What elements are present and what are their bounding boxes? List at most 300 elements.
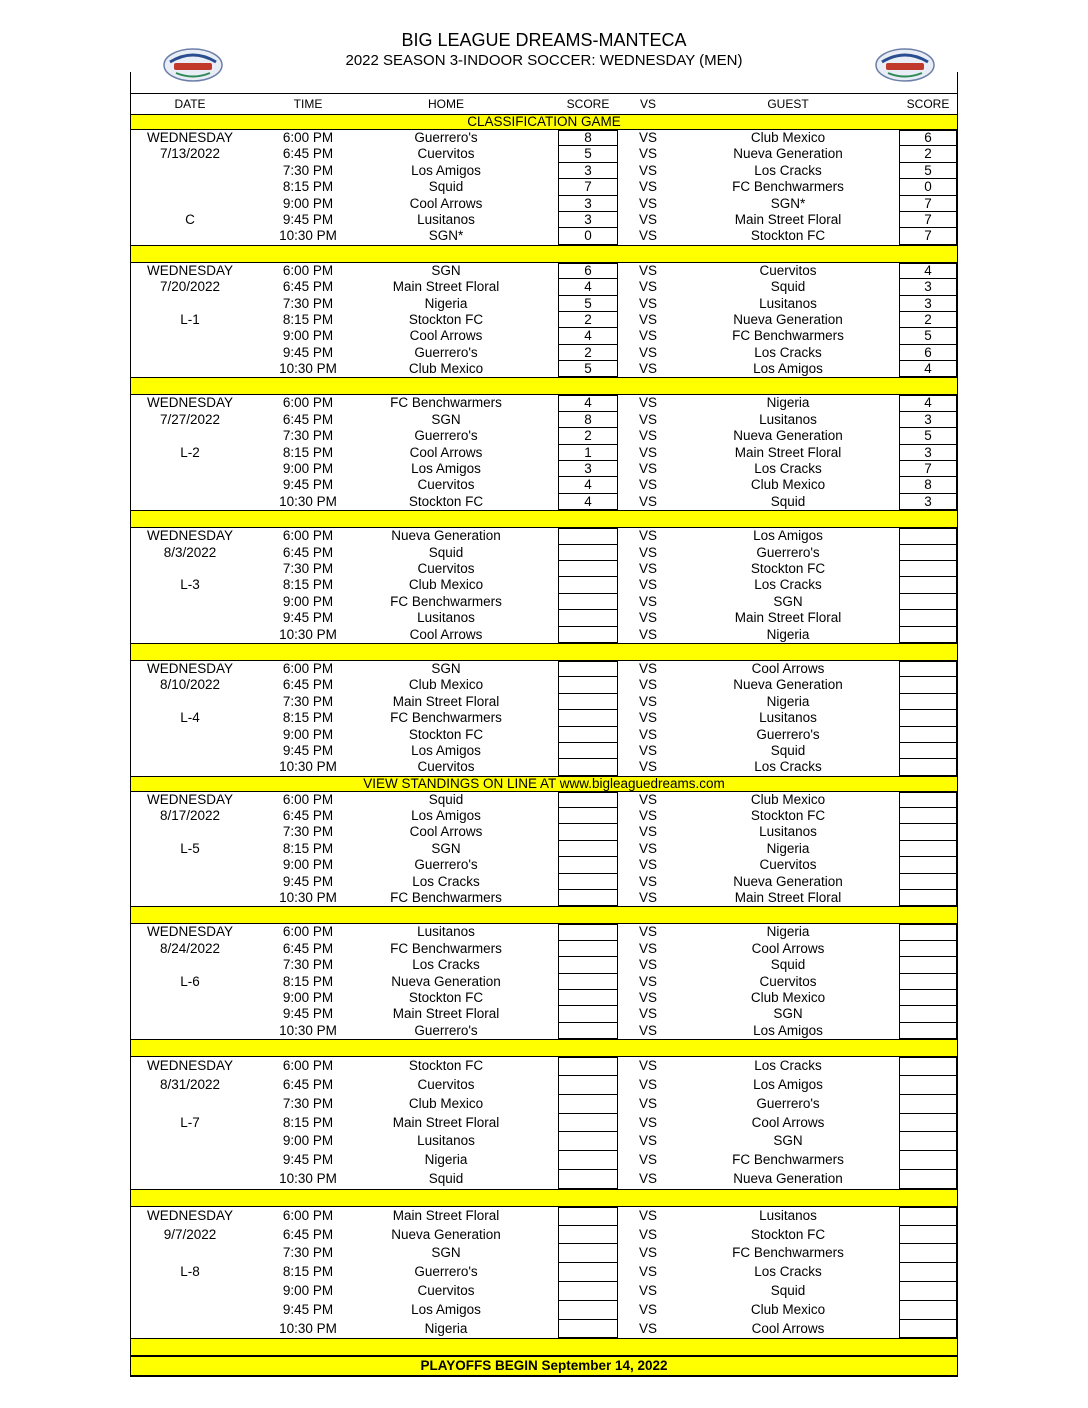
vs-label: VS (638, 560, 657, 576)
home-score: 3 (584, 211, 592, 227)
guest-team: SGN* (770, 195, 806, 211)
guest-team: Stockton FC (750, 808, 826, 824)
guest-score: 2 (924, 311, 932, 327)
home-score-box (558, 924, 618, 940)
guest-team: Los Cracks (754, 1058, 822, 1074)
game-time: 9:45 PM (282, 610, 334, 626)
guest-score-box (899, 677, 957, 693)
home-team: Club Mexico (408, 677, 484, 693)
home-score-box (558, 808, 618, 824)
game-time: 8:15 PM (282, 973, 334, 989)
game-time: 7:30 PM (282, 1245, 334, 1261)
vs-label: VS (638, 1301, 657, 1317)
home-team: Guerrero's (414, 1022, 478, 1038)
home-score: 4 (584, 395, 592, 411)
vs-label: VS (638, 1076, 657, 1092)
guest-score-box (899, 577, 957, 593)
game-row (131, 841, 957, 857)
vs-label: VS (638, 989, 657, 1005)
vs-label: VS (638, 411, 657, 427)
home-team: SGN (431, 660, 461, 676)
game-time: 6:45 PM (282, 808, 334, 824)
column-home-score: SCORE (566, 97, 610, 111)
guest-team: Nueva Generation (733, 311, 843, 327)
game-time: 6:00 PM (282, 130, 334, 145)
vs-label: VS (638, 1170, 657, 1186)
week-block (131, 661, 957, 776)
week-separator (131, 906, 957, 924)
week-label: L-2 (180, 444, 200, 460)
week-day: WEDNESDAY (146, 528, 233, 544)
game-time: 6:45 PM (282, 940, 334, 956)
game-time: 10:30 PM (279, 1022, 337, 1038)
home-team: Guerrero's (414, 1264, 478, 1280)
guest-score: 5 (924, 328, 932, 344)
guest-team: Nigeria (766, 626, 810, 642)
vs-label: VS (638, 344, 657, 360)
home-score: 3 (584, 195, 592, 211)
column-header-row (131, 93, 957, 114)
guest-team: Los Cracks (754, 344, 822, 360)
standings-banner: VIEW STANDINGS ON LINE AT www.bigleaguedreams.com (131, 776, 957, 792)
game-time: 6:45 PM (282, 544, 334, 560)
week-block (131, 263, 957, 378)
home-score-box (558, 1151, 618, 1170)
guest-score-box (899, 1320, 957, 1339)
column-home: HOME (428, 97, 464, 111)
week-date: 8/3/2022 (163, 544, 217, 560)
vs-label: VS (638, 444, 657, 460)
game-time: 6:00 PM (282, 1058, 334, 1074)
guest-score-box (899, 561, 957, 577)
guest-score-box (899, 974, 957, 990)
home-score-box (558, 1226, 618, 1245)
guest-score: 5 (924, 428, 932, 444)
game-time: 6:45 PM (282, 279, 334, 295)
vs-label: VS (638, 808, 657, 824)
guest-score-box (899, 990, 957, 1006)
home-team: Main Street Floral (392, 279, 500, 295)
game-time: 7:30 PM (282, 693, 334, 709)
home-score-box (558, 577, 618, 593)
week-block (131, 395, 957, 510)
home-score-box (558, 841, 618, 857)
home-score: 6 (584, 262, 592, 278)
guest-score: 7 (924, 195, 932, 211)
column-vs: VS (639, 97, 656, 111)
game-time: 8:15 PM (282, 710, 334, 726)
home-team: FC Benchwarmers (390, 593, 502, 609)
guest-score: 7 (924, 228, 932, 244)
game-time: 10:30 PM (279, 890, 337, 906)
guest-team: Club Mexico (750, 1301, 826, 1317)
home-score: 0 (584, 228, 592, 244)
game-time: 9:00 PM (282, 328, 334, 344)
vs-label: VS (638, 279, 657, 295)
home-score-box (558, 890, 618, 906)
week-day: WEDNESDAY (146, 395, 233, 411)
game-time: 7:30 PM (282, 1095, 334, 1111)
game-time: 9:45 PM (282, 742, 334, 758)
guest-team: Cool Arrows (751, 660, 825, 676)
game-time: 6:00 PM (282, 395, 334, 411)
home-score-box (558, 743, 618, 759)
guest-score-box (899, 661, 957, 677)
guest-team: Nueva Generation (733, 428, 843, 444)
vs-label: VS (638, 428, 657, 444)
game-row (131, 395, 957, 411)
guest-team: Los Amigos (753, 528, 823, 544)
game-time: 9:00 PM (282, 195, 334, 211)
guest-team: Lusitanos (759, 1207, 817, 1223)
guest-team: Cool Arrows (751, 940, 825, 956)
week-separator (131, 510, 957, 528)
home-team: Los Amigos (411, 461, 481, 477)
vs-label: VS (638, 1058, 657, 1074)
week-day: WEDNESDAY (146, 1207, 233, 1223)
week-date: 7/13/2022 (159, 146, 221, 162)
vs-label: VS (638, 742, 657, 758)
home-team: Nigeria (424, 1320, 468, 1336)
game-time: 9:00 PM (282, 1133, 334, 1149)
home-team: Cool Arrows (409, 195, 483, 211)
guest-score-box (899, 759, 957, 775)
page-title: BIG LEAGUE DREAMS-MANTECA (401, 30, 687, 50)
week-date: 9/7/2022 (163, 1226, 217, 1242)
game-time: 6:45 PM (282, 677, 334, 693)
game-time: 9:00 PM (282, 726, 334, 742)
guest-score: 3 (924, 411, 932, 427)
guest-team: Nueva Generation (733, 677, 843, 693)
guest-team: Los Amigos (753, 361, 823, 377)
guest-team: Los Cracks (754, 162, 822, 178)
home-team: Stockton FC (408, 1058, 484, 1074)
game-row (131, 694, 957, 710)
guest-score-box (899, 841, 957, 857)
game-time: 7:30 PM (282, 957, 334, 973)
week-label: L-4 (180, 710, 200, 726)
game-time: 6:00 PM (282, 791, 334, 807)
vs-label: VS (638, 577, 657, 593)
home-team: Guerrero's (414, 344, 478, 360)
game-row (131, 1226, 957, 1245)
game-time: 9:00 PM (282, 989, 334, 1005)
game-row (131, 1263, 957, 1282)
guest-score-box (899, 528, 957, 544)
guest-team: Cuervitos (759, 973, 817, 989)
game-time: 10:30 PM (279, 493, 337, 509)
home-team: Club Mexico (408, 1095, 484, 1111)
game-time: 6:45 PM (282, 1076, 334, 1092)
game-row (131, 163, 957, 179)
week-block (131, 924, 957, 1039)
home-team: Cool Arrows (409, 328, 483, 344)
guest-score-box (899, 1263, 957, 1282)
home-score: 4 (584, 279, 592, 295)
vs-label: VS (638, 295, 657, 311)
home-team: Lusitanos (417, 610, 475, 626)
game-row (131, 941, 957, 957)
home-score-box (558, 957, 618, 973)
guest-score: 4 (924, 361, 932, 377)
home-score: 2 (584, 428, 592, 444)
game-time: 8:15 PM (282, 1114, 334, 1130)
game-row (131, 445, 957, 461)
vs-label: VS (638, 328, 657, 344)
home-score-box (558, 561, 618, 577)
home-team: Los Cracks (412, 873, 480, 889)
vs-label: VS (638, 1264, 657, 1280)
guest-score: 7 (924, 461, 932, 477)
home-score-box (558, 1207, 618, 1226)
guest-score: 2 (924, 146, 932, 162)
guest-team: FC Benchwarmers (732, 1245, 844, 1261)
week-block (131, 1207, 957, 1339)
home-score-box (558, 1023, 618, 1039)
home-score-box (558, 610, 618, 626)
game-row (131, 296, 957, 312)
home-team: Los Amigos (411, 808, 481, 824)
game-time: 9:00 PM (282, 461, 334, 477)
home-team: Main Street Floral (392, 1006, 500, 1022)
guest-score-box (899, 957, 957, 973)
game-time: 6:45 PM (282, 411, 334, 427)
home-score-box (558, 1170, 618, 1189)
game-row (131, 312, 957, 328)
vs-label: VS (638, 130, 657, 145)
week-day: WEDNESDAY (146, 791, 233, 807)
guest-team: Nigeria (766, 693, 810, 709)
guest-team: FC Benchwarmers (732, 179, 844, 195)
guest-score-box (899, 627, 957, 643)
guest-score-box (899, 1114, 957, 1133)
game-row (131, 494, 957, 510)
game-row (131, 1114, 957, 1133)
home-team: Cuervitos (417, 1282, 475, 1298)
guest-team: Nigeria (766, 395, 810, 411)
game-row (131, 130, 957, 146)
vs-label: VS (638, 593, 657, 609)
game-time: 7:30 PM (282, 560, 334, 576)
home-team: Main Street Floral (392, 1114, 500, 1130)
guest-score-box (899, 1023, 957, 1039)
home-score-box (558, 824, 618, 840)
home-team: Guerrero's (414, 857, 478, 873)
home-team: Stockton FC (408, 989, 484, 1005)
game-row (131, 874, 957, 890)
game-row (131, 808, 957, 824)
home-score: 1 (584, 444, 592, 460)
guest-team: FC Benchwarmers (732, 1152, 844, 1168)
guest-team: Squid (770, 493, 806, 509)
home-score: 4 (584, 477, 592, 493)
home-team: FC Benchwarmers (390, 395, 502, 411)
guest-score: 6 (924, 344, 932, 360)
game-row (131, 1244, 957, 1263)
guest-score-box (899, 1301, 957, 1320)
guest-score-box (899, 1244, 957, 1263)
game-row (131, 179, 957, 195)
home-team: Stockton FC (408, 726, 484, 742)
guest-score: 7 (924, 211, 932, 227)
home-score-box (558, 1114, 618, 1133)
home-team: Cuervitos (417, 560, 475, 576)
home-team: FC Benchwarmers (390, 890, 502, 906)
column-guest: GUEST (767, 97, 809, 111)
home-score-box (558, 1132, 618, 1151)
guest-score-box (899, 792, 957, 808)
game-row (131, 759, 957, 775)
guest-team: SGN (773, 1006, 803, 1022)
game-row (131, 594, 957, 610)
home-score: 5 (584, 361, 592, 377)
week-date: 7/20/2022 (159, 279, 221, 295)
game-row (131, 792, 957, 808)
game-row (131, 577, 957, 593)
home-score-box (558, 1282, 618, 1301)
game-row (131, 1151, 957, 1170)
game-row (131, 461, 957, 477)
game-time: 9:45 PM (282, 1006, 334, 1022)
vs-label: VS (638, 477, 657, 493)
home-score-box (558, 759, 618, 775)
guest-score-box (899, 808, 957, 824)
game-time: 10:30 PM (279, 759, 337, 775)
game-row (131, 1170, 957, 1189)
home-team: Los Cracks (412, 957, 480, 973)
home-team: Guerrero's (414, 428, 478, 444)
column-guest-score: SCORE (906, 97, 950, 111)
guest-team: Squid (770, 279, 806, 295)
game-time: 6:00 PM (282, 262, 334, 278)
guest-team: Cuervitos (759, 262, 817, 278)
home-team: Nueva Generation (391, 528, 501, 544)
game-time: 6:00 PM (282, 528, 334, 544)
game-row (131, 412, 957, 428)
guest-team: Squid (770, 1282, 806, 1298)
home-score-box (558, 1301, 618, 1320)
game-row (131, 228, 957, 244)
guest-score-box (899, 941, 957, 957)
game-time: 10:30 PM (279, 361, 337, 377)
home-score-box (558, 1320, 618, 1339)
guest-team: Club Mexico (750, 477, 826, 493)
guest-team: Nigeria (766, 924, 810, 940)
home-team: Cool Arrows (409, 824, 483, 840)
guest-score-box (899, 857, 957, 873)
week-label: L-3 (180, 577, 200, 593)
vs-label: VS (638, 1245, 657, 1261)
home-score-box (558, 545, 618, 561)
page-subtitle: 2022 SEASON 3-INDOOR SOCCER: WEDNESDAY (MEN) (345, 52, 743, 69)
home-score: 3 (584, 162, 592, 178)
guest-score-box (899, 594, 957, 610)
home-score: 5 (584, 295, 592, 311)
game-row (131, 610, 957, 626)
home-team: Cuervitos (417, 477, 475, 493)
game-row (131, 957, 957, 973)
home-team: Cuervitos (417, 759, 475, 775)
guest-score: 3 (924, 295, 932, 311)
vs-label: VS (638, 146, 657, 162)
game-time: 8:15 PM (282, 577, 334, 593)
guest-team: Nueva Generation (733, 146, 843, 162)
week-day: WEDNESDAY (146, 262, 233, 278)
week-separator (131, 1039, 957, 1057)
vs-label: VS (638, 211, 657, 227)
game-row (131, 661, 957, 677)
guest-team: Stockton FC (750, 1226, 826, 1242)
guest-score-box (899, 710, 957, 726)
game-row (131, 1207, 957, 1226)
vs-label: VS (638, 1114, 657, 1130)
game-time: 8:15 PM (282, 1264, 334, 1280)
vs-label: VS (638, 1022, 657, 1038)
home-score-box (558, 874, 618, 890)
game-time: 8:15 PM (282, 840, 334, 856)
guest-team: Club Mexico (750, 989, 826, 1005)
game-time: 7:30 PM (282, 162, 334, 178)
game-row (131, 1023, 957, 1039)
vs-label: VS (638, 311, 657, 327)
game-time: 10:30 PM (279, 1320, 337, 1336)
home-team: Lusitanos (417, 1133, 475, 1149)
guest-team: SGN (773, 593, 803, 609)
schedule-table (130, 72, 958, 1377)
guest-team: Cuervitos (759, 857, 817, 873)
guest-team: Los Cracks (754, 461, 822, 477)
guest-score-box (899, 890, 957, 906)
game-time: 9:45 PM (282, 344, 334, 360)
guest-team: Cool Arrows (751, 1114, 825, 1130)
vs-label: VS (638, 1226, 657, 1242)
game-row (131, 146, 957, 162)
guest-score: 5 (924, 162, 932, 178)
home-team: Cuervitos (417, 146, 475, 162)
column-time: TIME (293, 97, 323, 111)
home-score-box (558, 677, 618, 693)
guest-score-box (899, 1226, 957, 1245)
game-row (131, 1076, 957, 1095)
guest-team: Cool Arrows (751, 1320, 825, 1336)
game-time: 9:45 PM (282, 477, 334, 493)
vs-label: VS (638, 940, 657, 956)
home-score-box (558, 1006, 618, 1022)
home-score: 8 (584, 130, 592, 145)
game-row (131, 710, 957, 726)
game-row (131, 1132, 957, 1151)
home-team: Nueva Generation (391, 973, 501, 989)
guest-score-box (899, 545, 957, 561)
vs-label: VS (638, 973, 657, 989)
guest-team: Squid (770, 957, 806, 973)
vs-label: VS (638, 179, 657, 195)
game-time: 9:00 PM (282, 857, 334, 873)
guest-team: Main Street Floral (734, 610, 842, 626)
game-time: 7:30 PM (282, 428, 334, 444)
game-time: 9:00 PM (282, 1282, 334, 1298)
week-label: C (185, 211, 195, 227)
home-team: Lusitanos (417, 211, 475, 227)
home-score-box (558, 1095, 618, 1114)
vs-label: VS (638, 528, 657, 544)
guest-score-box (899, 874, 957, 890)
game-row (131, 196, 957, 212)
home-score-box (558, 941, 618, 957)
game-row (131, 212, 957, 228)
game-time: 9:45 PM (282, 1152, 334, 1168)
guest-score: 6 (924, 130, 932, 145)
